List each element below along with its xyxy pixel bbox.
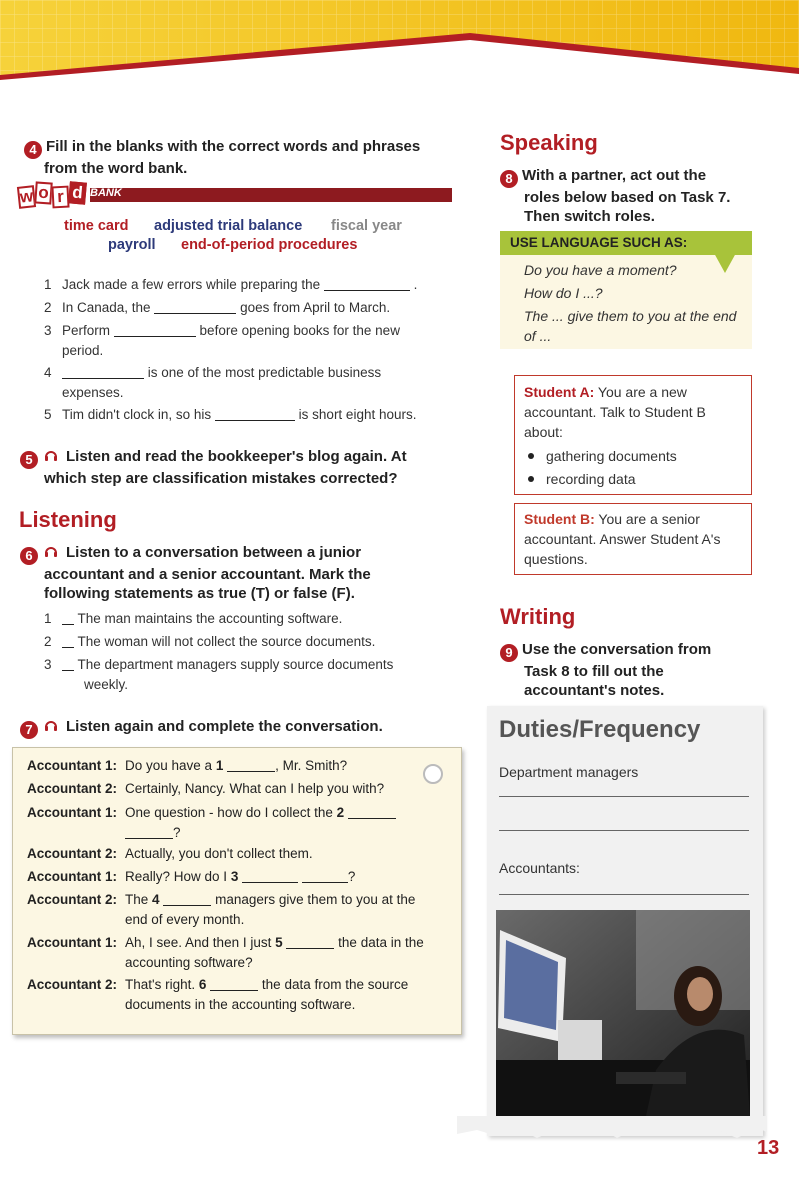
headphones-icon: [44, 545, 58, 559]
conversation-line: Accountant 1: Ah, I see. And then I just 5 the data in the accounting software?: [26, 935, 424, 970]
answer-blank[interactable]: [62, 658, 74, 671]
section-title-writing: Writing: [500, 604, 576, 629]
blank-field[interactable]: [286, 936, 334, 949]
use-language-box: [500, 231, 752, 349]
blank-field[interactable]: [62, 366, 144, 379]
bullet-item: recording data: [524, 469, 742, 489]
speech-tail-icon: [710, 253, 740, 273]
task7-instruction: 7 Listen again and complete the conversation.: [20, 717, 383, 739]
task5-instruction: 5 Listen and read the bookkeeper's blog again. At which step are classification mistakes corrected?: [20, 447, 460, 488]
task8-instruction: 8 With a partner, act out the roles below based on Task 7. Then switch roles.: [500, 166, 760, 226]
writing-line[interactable]: [499, 830, 749, 831]
notes-label: Department managers: [499, 764, 639, 780]
blank-field[interactable]: [227, 759, 275, 772]
conversation-line: Accountant 1: One question - how do I collect the 2 ?: [21, 803, 445, 843]
blank-field[interactable]: [324, 278, 410, 291]
blank-field[interactable]: [125, 826, 173, 839]
task-number: 6: [20, 547, 38, 565]
task-number: 9: [500, 644, 518, 662]
top-banner: [0, 0, 799, 80]
student-a-label: Student A:: [524, 384, 595, 400]
task-number: 4: [24, 141, 42, 159]
logo-letter-w: w: [17, 185, 36, 209]
task4-line2: from the word bank.: [44, 160, 188, 177]
logo-letter-r: r: [51, 186, 69, 209]
wordbank-word: payroll: [108, 237, 156, 253]
answer-blank[interactable]: [62, 612, 74, 625]
list-item: 1 Jack made a few errors while preparing the .: [44, 277, 418, 292]
task9-instruction: 9 Use the conversation from Task 8 to fill out the accountant's notes.: [500, 640, 760, 700]
answer-blank[interactable]: [62, 635, 74, 648]
list-item: 2 In Canada, the goes from April to March.: [44, 300, 391, 315]
conversation-line: Accountant 2: The 4 managers give them to you at the end of every month.: [26, 892, 416, 927]
section-title-speaking: Speaking: [500, 130, 598, 155]
writing-line[interactable]: [499, 796, 749, 797]
student-b-label: Student B:: [524, 511, 595, 527]
blank-field[interactable]: [302, 870, 348, 883]
logo-letter-o: o: [34, 181, 52, 204]
torn-edge: [457, 1116, 767, 1146]
bank-label: BANK: [90, 187, 122, 199]
use-language-heading: USE LANGUAGE SUCH AS:: [500, 231, 752, 255]
list-item: 3 The department managers supply source documents weekly.: [44, 657, 394, 692]
phrase: How do I ...?: [524, 285, 603, 301]
phrase: of ...: [524, 328, 552, 344]
blank-field[interactable]: [154, 301, 236, 314]
list-item: 5 Tim didn't clock in, so his is short eight hours.: [44, 407, 417, 422]
conversation-line: Accountant 2: Actually, you don't collect them.: [26, 846, 313, 861]
writing-line[interactable]: [499, 894, 749, 895]
task4-line1: Fill in the blanks with the correct words and phrases: [46, 138, 421, 155]
conversation-line: Accountant 1: Really? How do I 3 ?: [26, 869, 356, 884]
task4-instruction: [24, 137, 454, 178]
student-b-card: Student B: You are a senior accountant. Answer Student A's questions.: [514, 503, 752, 575]
office-photo: [496, 910, 750, 1116]
notes-label: Accountants:: [499, 860, 580, 876]
conversation-line: Accountant 2: That's right. 6 the data from the source documents in the accounting software.: [26, 977, 409, 1012]
list-item: 1 The man maintains the accounting software.: [44, 611, 343, 626]
wordbank-word: time card: [64, 218, 129, 234]
task-number: 5: [20, 451, 38, 469]
wordbank-word: fiscal year: [331, 218, 402, 234]
wordbank-bar: [90, 188, 452, 202]
headphones-icon: [44, 719, 58, 733]
page-number: 13: [757, 1137, 780, 1159]
headphones-icon: [44, 449, 58, 463]
notes-title: Duties/Frequency: [499, 716, 701, 743]
task-number: 8: [500, 170, 518, 188]
blank-field[interactable]: [210, 978, 258, 991]
bullet-item: gathering documents: [524, 446, 742, 466]
logo-letter-d: d: [68, 181, 87, 204]
conversation-line: Accountant 2: Certainly, Nancy. What can I help you with?: [26, 781, 385, 796]
section-title-listening: Listening: [19, 507, 117, 532]
blank-field[interactable]: [348, 806, 396, 819]
student-a-card: Student A: You are a new accountant. Talk to Student B about: gathering documents recording data: [514, 375, 752, 495]
wordbank-word: adjusted trial balance: [154, 218, 303, 234]
phrase: Do you have a moment?: [524, 262, 677, 278]
blank-field[interactable]: [163, 893, 211, 906]
blank-field[interactable]: [114, 324, 196, 337]
list-item: 2 The woman will not collect the source documents.: [44, 634, 376, 649]
blank-field[interactable]: [215, 408, 295, 421]
list-item: 4 is one of the most predictable business expenses.: [44, 365, 382, 400]
task6-instruction: 6 Listen to a conversation between a junior accountant and a senior accountant. Mark the following statements as true (T) or false (F).: [20, 543, 460, 603]
wordbank-header: [18, 182, 454, 216]
blank-field[interactable]: [242, 870, 298, 883]
conversation-line: Accountant 1: Do you have a 1 , Mr. Smith?: [26, 758, 348, 773]
list-item: 3 Perform before opening books for the new period.: [44, 323, 400, 358]
phrase: The ... give them to you at the end: [524, 308, 737, 324]
task-number: 7: [20, 721, 38, 739]
wordbank-word: end-of-period procedures: [181, 237, 358, 253]
conversation-card: [12, 747, 462, 1035]
notes-panel: [487, 706, 763, 1136]
